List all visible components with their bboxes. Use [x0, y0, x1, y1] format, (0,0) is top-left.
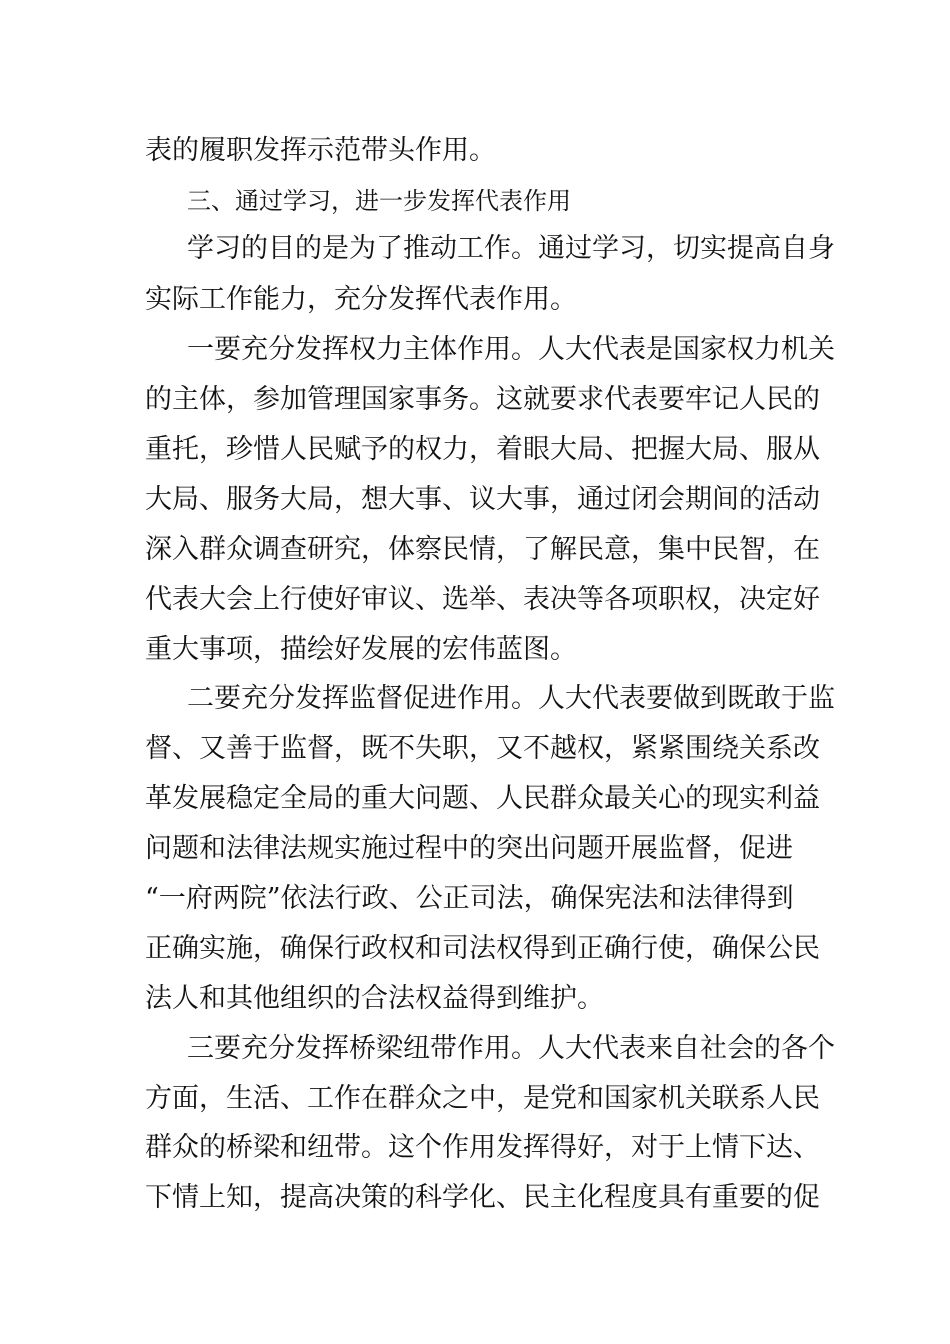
text-line-9: 深入群众调查研究，体察民情，了解民意，集中民智，在 — [145, 534, 820, 565]
text-line-21: 群众的桥梁和纽带。这个作用发挥得好，对于上情下达、 — [145, 1132, 820, 1163]
text-line-15: 问题和法律法规实施过程中的突出问题开展监督，促进 — [145, 833, 793, 864]
text-line-4: 实际工作能力，充分发挥代表作用。 — [145, 284, 577, 315]
text-line-6: 的主体，参加管理国家事务。这就要求代表要牢记人民的 — [145, 384, 820, 415]
text-line-8: 大局、服务大局，想大事、议大事，通过闭会期间的活动 — [145, 484, 820, 515]
text-line-14: 革发展稳定全局的重大问题、人民群众最关心的现实利益 — [145, 783, 820, 814]
text-line-5: 一要充分发挥权力主体作用。人大代表是国家权力机关 — [187, 334, 835, 365]
text-line-22: 下情上知，提高决策的科学化、民主化程度具有重要的促 — [145, 1182, 820, 1213]
text-line-13: 督、又善于监督，既不失职，又不越权，紧紧围绕关系改 — [145, 733, 820, 764]
text-line-7: 重托，珍惜人民赋予的权力，着眼大局、把握大局、服从 — [145, 434, 820, 465]
text-line-1: 表的履职发挥示范带头作用。 — [145, 135, 496, 166]
text-line-19: 三要充分发挥桥梁纽带作用。人大代表来自社会的各个 — [187, 1033, 835, 1064]
text-line-11: 重大事项，描绘好发展的宏伟蓝图。 — [145, 634, 577, 665]
text-line-16: “一府两院”依法行政、公正司法，确保宪法和法律得到 — [145, 883, 794, 914]
text-line-17: 正确实施，确保行政权和司法权得到正确行使，确保公民 — [145, 933, 820, 964]
text-line-20: 方面，生活、工作在群众之中，是党和国家机关联系人民 — [145, 1083, 820, 1114]
text-line-12: 二要充分发挥监督促进作用。人大代表要做到既敢于监 — [187, 683, 835, 714]
section-heading: 三、通过学习，进一步发挥代表作用 — [187, 187, 571, 215]
text-line-10: 代表大会上行使好审议、选举、表决等各项职权，决定好 — [145, 584, 820, 615]
text-line-3: 学习的目的是为了推动工作。通过学习，切实提高自身 — [187, 233, 835, 264]
text-line-18: 法人和其他组织的合法权益得到维护。 — [145, 983, 604, 1014]
